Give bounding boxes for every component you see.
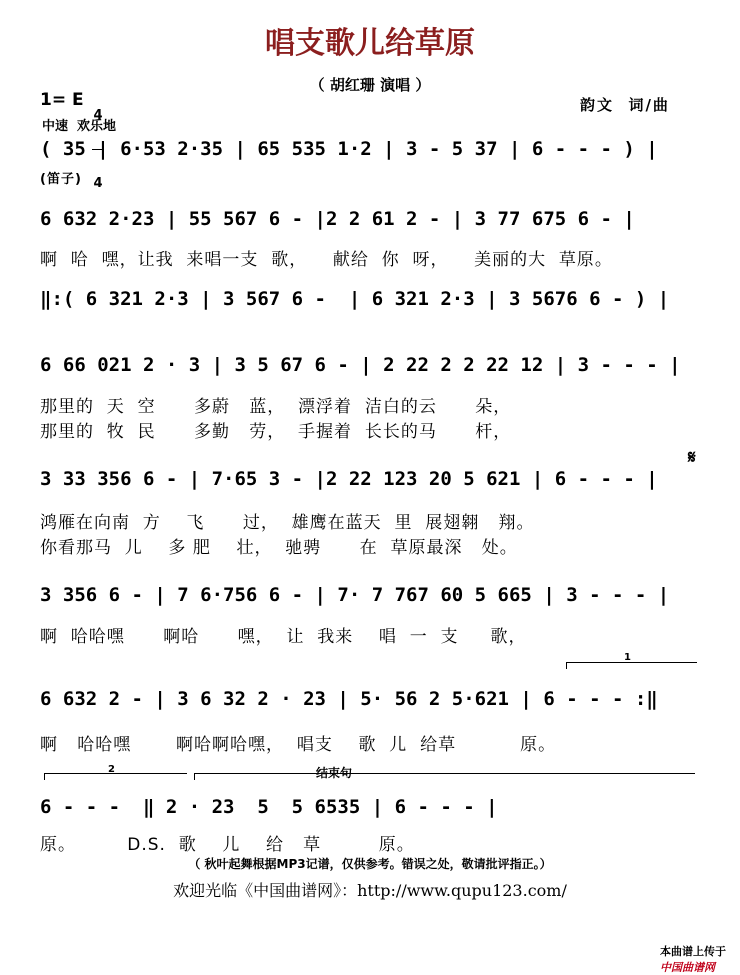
volta-1-label: 1 <box>624 652 631 663</box>
author-credit: 韵文 词/曲 <box>580 96 670 114</box>
notation-row-7: 6 632 2 - | 3 6 32 2 · 23 | 5· 56 2 5·621 | 6 - - - :‖ <box>40 688 658 710</box>
lyric-row-7: 啊 哈哈嘿 啊哈啊哈嘿， 唱支 歌 儿 给草 原。 <box>40 735 557 755</box>
lyric-row-2: 啊 哈 嘿，让我 来唱一支 歌， 献给 你 呀， 美丽的大 草原。 <box>40 250 613 270</box>
site-logo: 中国曲谱网 <box>660 961 715 974</box>
volta-1-bracket <box>566 662 697 669</box>
upload-credit <box>652 930 726 975</box>
lyric-row-6: 啊 哈哈嘿 啊哈 嘿， 让 我来 唱 一 支 歌， <box>40 627 527 647</box>
lyric-row-5a: 鸿雁在向南 方 飞 过， 雄鹰在蓝天 里 展翅翱 翔。 <box>40 513 535 533</box>
ending-bracket <box>194 773 695 780</box>
transcription-note: （ 秋叶起舞根据MP3记谱，仅供参考。错误之处，敬请批评指正。） <box>188 857 552 871</box>
notation-row-5: 3 33 356 6 - | 7·65 3 - |2 22 123 20 5 621 | 6 - - - | <box>40 468 658 490</box>
volta-2-bracket <box>44 773 187 780</box>
tempo-marking: 中速 欢乐地 <box>42 119 117 134</box>
notation-row-6: 3 356 6 - | 7 6·756 6 - | 7· 7 767 60 5 665 | 3 - - - | <box>40 584 670 606</box>
time-top: 4 <box>93 108 103 123</box>
notation-row-1: ( 35 | 6·53 2·35 | 65 535 1·2 | 3 - 5 37 | 6 - - - ) | <box>40 138 658 160</box>
singer-credit: （ 胡红珊 演唱 ） <box>309 76 431 94</box>
notation-row-3: ‖:( 6 321 2·3 | 3 567 6 - | 6 321 2·3 | 3 5676 6 - ) | <box>40 288 670 310</box>
lyric-row-1: (笛子) <box>40 172 82 187</box>
lyric-row-4a: 那里的 天 空 多蔚 蓝， 漂浮着 洁白的云 朵， <box>40 397 512 417</box>
upload-text: 本曲谱上传于 <box>660 945 726 958</box>
time-bottom: 4 <box>93 176 103 191</box>
notation-row-4: 6 66 021 2 · 3 | 3 5 67 6 - | 2 22 2 2 22 12 | 3 - - - | <box>40 354 681 376</box>
notation-row-2: 6 632 2·23 | 55 567 6 - |2 2 61 2 - | 3 77 675 6 - | <box>40 208 635 230</box>
ending-label: 结束句 <box>316 766 353 780</box>
website-banner: 欢迎光临《中国曲谱网》：http://www.qupu123.com/ <box>173 881 567 900</box>
lyric-row-4b: 那里的 牧 民 多勤 劳， 手握着 长长的马 杆， <box>40 422 512 442</box>
volta-2-label: 2 <box>108 764 115 775</box>
segno-sign: 𝄋 <box>688 447 696 468</box>
lyric-row-5b: 你看那马 儿 多 肥 壮， 驰骋 在 草原最深 处。 <box>40 538 518 558</box>
song-title: 唱支歌儿给草原 <box>265 26 475 61</box>
notation-row-8: 6 - - - ‖ 2 · 23 5 5 6535 | 6 - - - | <box>40 796 498 818</box>
key-signature: 1= E <box>40 90 84 110</box>
lyric-row-8: 原。 D.S. 歌 儿 给 草 原。 <box>40 835 415 855</box>
